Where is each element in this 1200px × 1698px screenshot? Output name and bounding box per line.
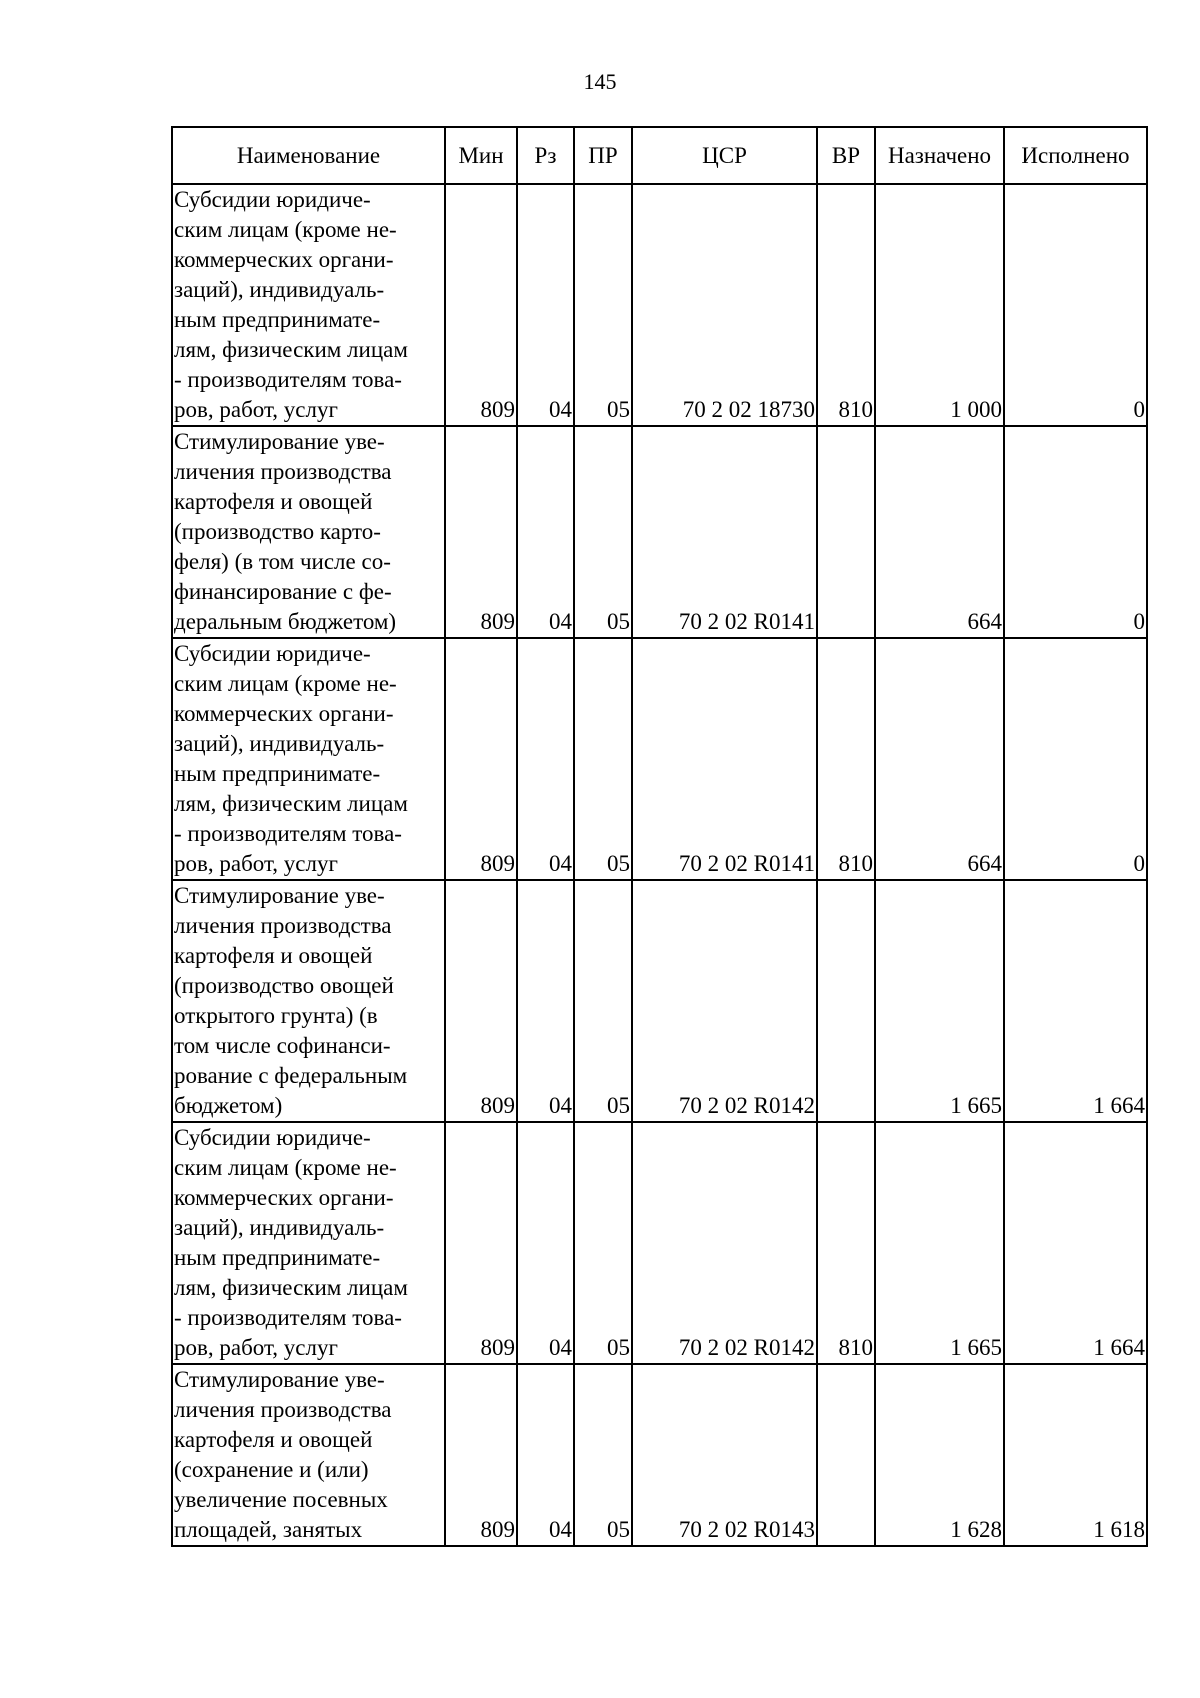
cell-rz: 04 — [517, 1364, 574, 1546]
table-row — [172, 880, 1147, 1122]
cell-csr: 70 2 02 18730 — [632, 184, 817, 426]
cell-assigned: 1 665 — [875, 1122, 1004, 1364]
cell-executed: 1 618 — [1004, 1364, 1147, 1546]
cell-pr: 05 — [574, 638, 632, 880]
cell-csr: 70 2 02 R0142 — [632, 880, 817, 1122]
cell-pr: 05 — [574, 880, 632, 1122]
header-rz: Рз — [517, 127, 574, 184]
cell-assigned: 1 628 — [875, 1364, 1004, 1546]
cell-rz: 04 — [517, 184, 574, 426]
cell-rz: 04 — [517, 638, 574, 880]
cell-min: 809 — [445, 184, 517, 426]
page-number: 145 — [583, 69, 617, 94]
cell-min: 809 — [445, 426, 517, 638]
cell-min: 809 — [445, 1122, 517, 1364]
cell-name: Субсидии юридиче- ским лицам (кроме не- коммерческих органи- заций), индивидуаль- ным предпринимате- лям, физическим лицам - производителям това- ров, работ, услуг — [172, 184, 445, 426]
cell-min: 809 — [445, 880, 517, 1122]
header-csr: ЦСР — [632, 127, 817, 184]
cell-rz: 04 — [517, 1122, 574, 1364]
header-executed: Исполнено — [1004, 127, 1147, 184]
cell-rz: 04 — [517, 880, 574, 1122]
header-min: Мин — [445, 127, 517, 184]
table-row — [172, 426, 1147, 638]
cell-csr: 70 2 02 R0142 — [632, 1122, 817, 1364]
header-vr: ВР — [817, 127, 875, 184]
cell-csr: 70 2 02 R0143 — [632, 1364, 817, 1546]
cell-pr: 05 — [574, 1122, 632, 1364]
cell-executed: 1 664 — [1004, 1122, 1147, 1364]
cell-executed: 1 664 — [1004, 880, 1147, 1122]
cell-pr: 05 — [574, 184, 632, 426]
cell-assigned: 1 665 — [875, 880, 1004, 1122]
table-header-row — [172, 127, 1147, 184]
cell-pr: 05 — [574, 1364, 632, 1546]
cell-vr — [817, 1364, 875, 1546]
cell-csr: 70 2 02 R0141 — [632, 426, 817, 638]
cell-assigned: 664 — [875, 638, 1004, 880]
table-row — [172, 1364, 1147, 1546]
cell-assigned: 1 000 — [875, 184, 1004, 426]
cell-min: 809 — [445, 638, 517, 880]
cell-name: Субсидии юридиче- ским лицам (кроме не- коммерческих органи- заций), индивидуаль- ным предпринимате- лям, физическим лицам - производителям това- ров, работ, услуг — [172, 1122, 445, 1364]
table-row — [172, 1122, 1147, 1364]
cell-name: Стимулирование уве- личения производства картофеля и овощей (сохранение и (или) увеличение посевных площадей, занятых — [172, 1364, 445, 1546]
cell-executed: 0 — [1004, 426, 1147, 638]
cell-vr: 810 — [817, 1122, 875, 1364]
cell-vr — [817, 426, 875, 638]
header-pr: ПР — [574, 127, 632, 184]
cell-name: Стимулирование уве- личения производства картофеля и овощей (производство овощей открытого грунта) (в том числе софинанси- рование с федеральным бюджетом) — [172, 880, 445, 1122]
cell-vr: 810 — [817, 638, 875, 880]
cell-rz: 04 — [517, 426, 574, 638]
cell-vr: 810 — [817, 184, 875, 426]
cell-pr: 05 — [574, 426, 632, 638]
header-name: Наименование — [172, 127, 445, 184]
cell-name: Стимулирование уве- личения производства картофеля и овощей (производство карто- феля) (в том числе со- финансирование с фе- деральным бюджетом) — [172, 426, 445, 638]
table-row — [172, 638, 1147, 880]
header-assigned: Назначено — [875, 127, 1004, 184]
cell-assigned: 664 — [875, 426, 1004, 638]
budget-table — [171, 126, 1148, 1547]
cell-min: 809 — [445, 1364, 517, 1546]
cell-csr: 70 2 02 R0141 — [632, 638, 817, 880]
table-row — [172, 184, 1147, 426]
cell-executed: 0 — [1004, 638, 1147, 880]
cell-executed: 0 — [1004, 184, 1147, 426]
cell-vr — [817, 880, 875, 1122]
cell-name: Субсидии юридиче- ским лицам (кроме не- коммерческих органи- заций), индивидуаль- ным предпринимате- лям, физическим лицам - производителям това- ров, работ, услуг — [172, 638, 445, 880]
